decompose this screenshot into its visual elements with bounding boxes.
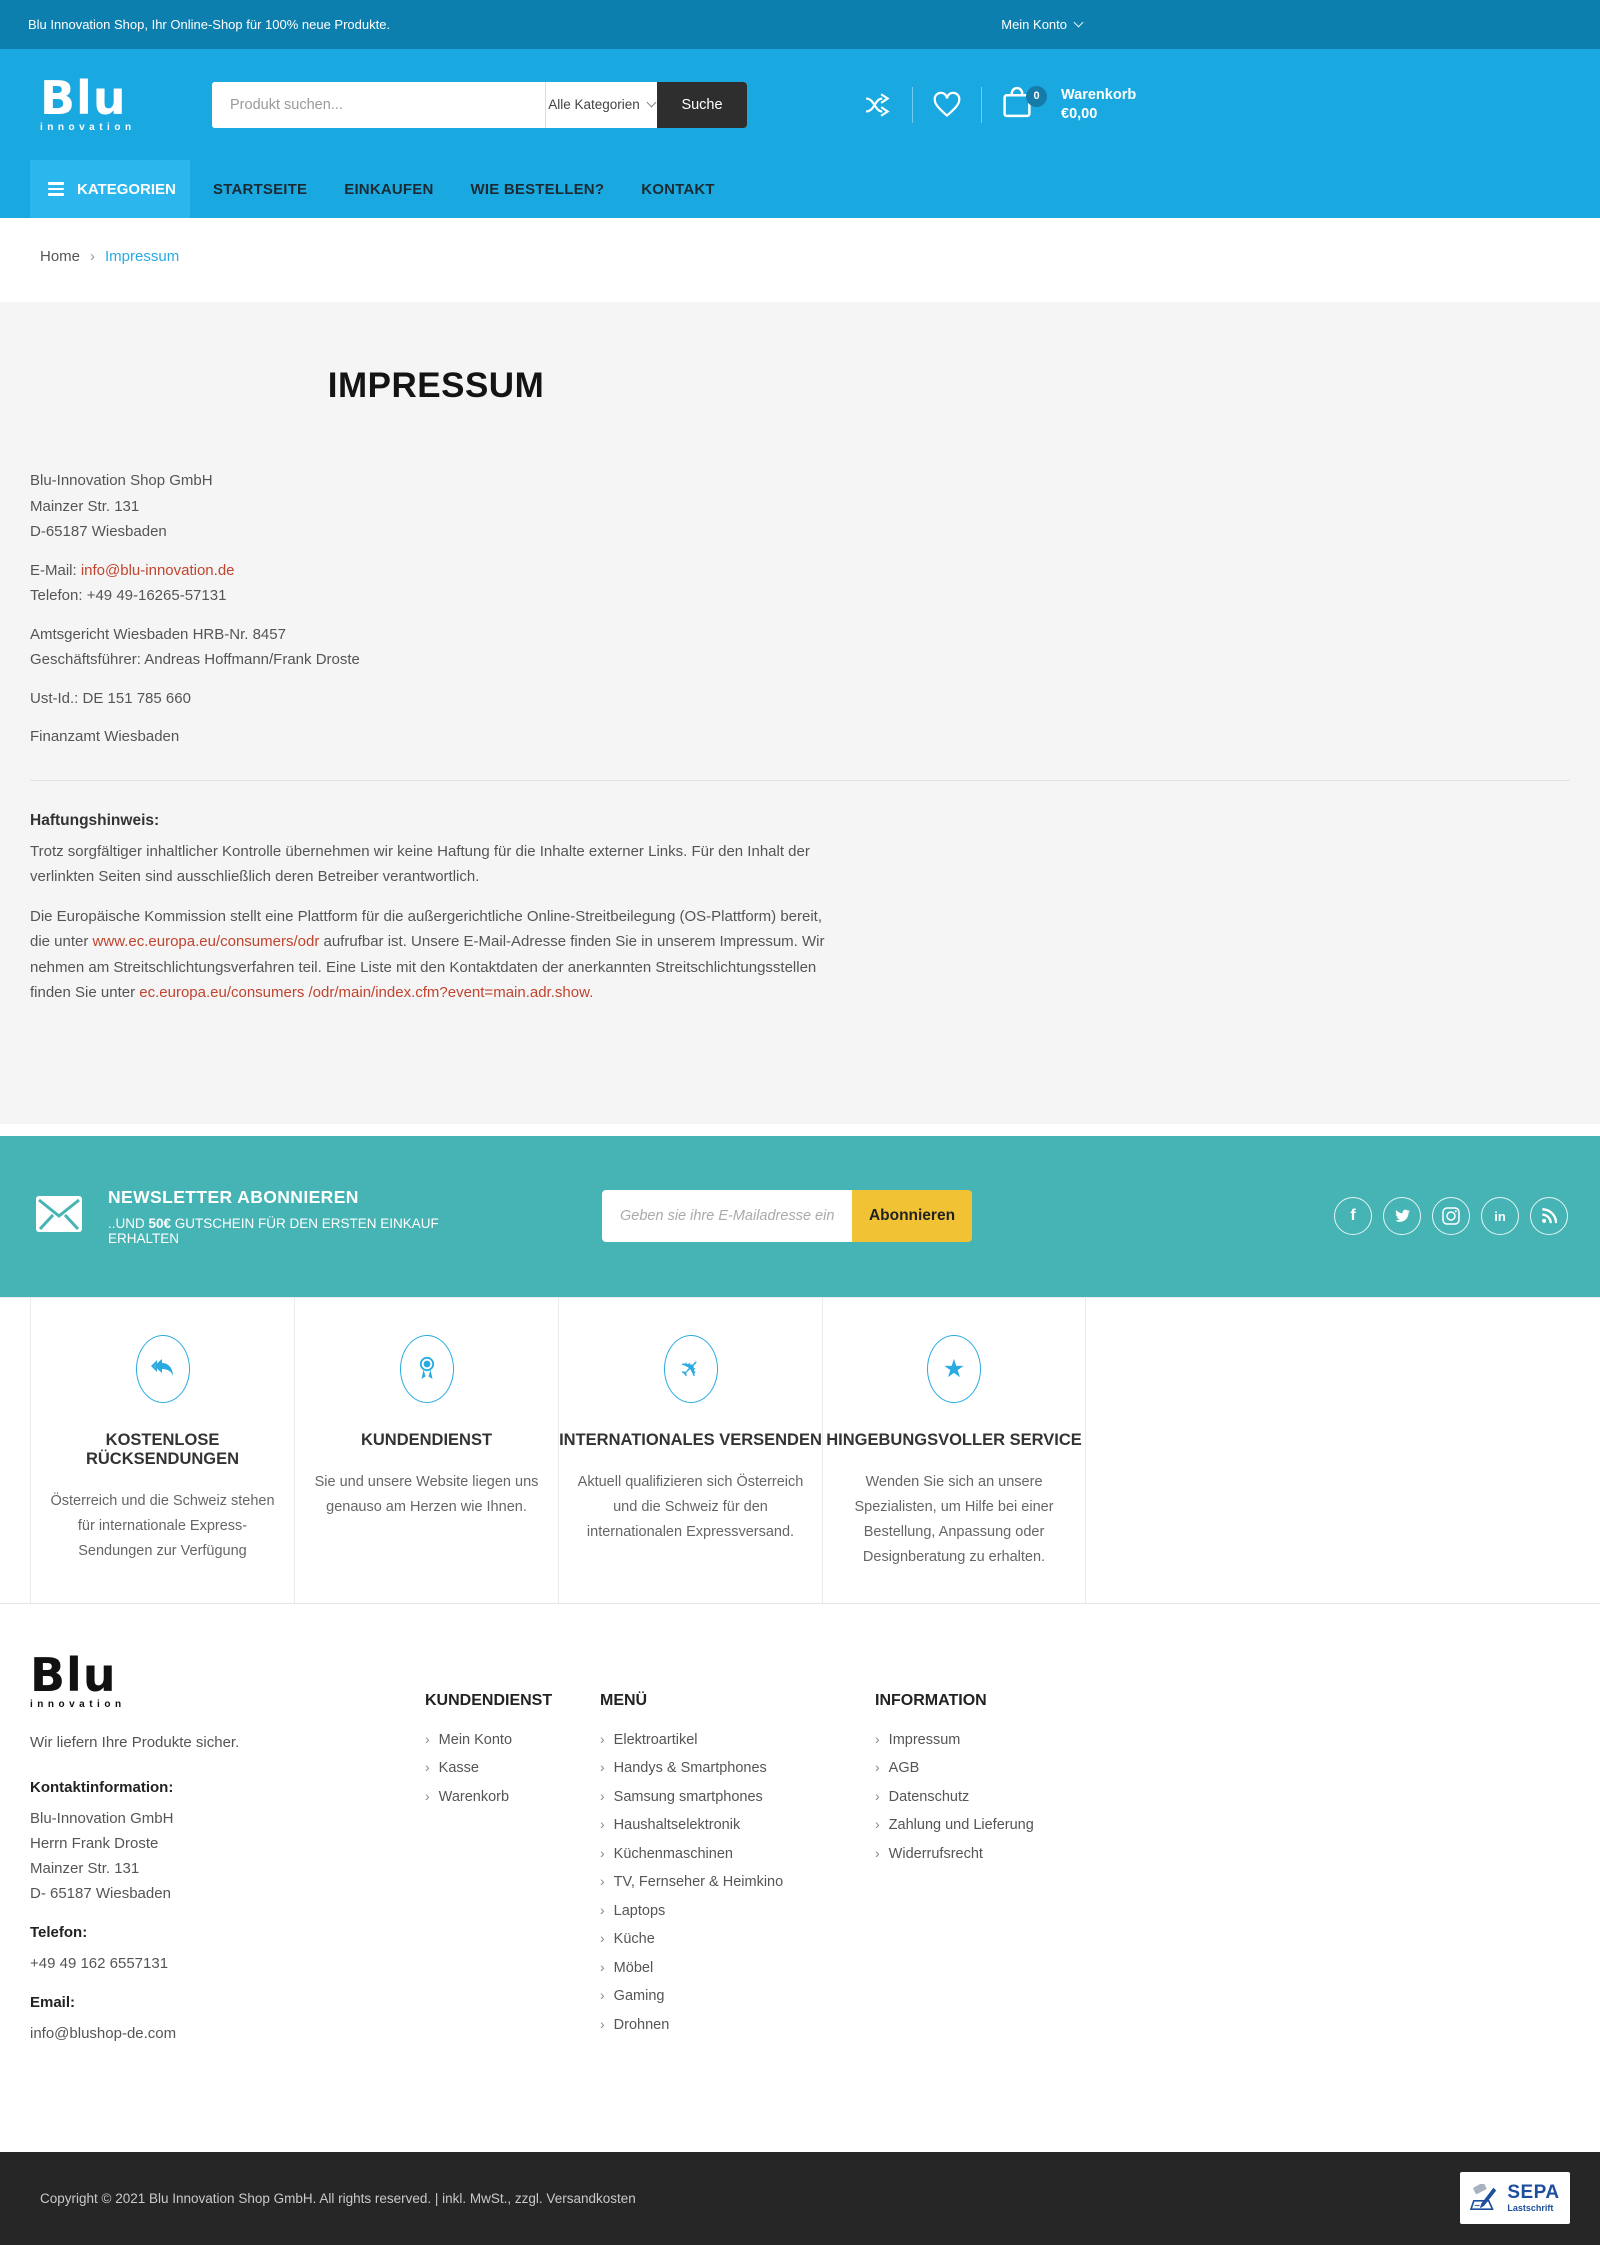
breadcrumb-current: Impressum [105,248,180,265]
categories-menu-button[interactable] [30,160,190,218]
cart-bag-icon[interactable] [1001,86,1040,124]
site-tagline: Blu Innovation Shop, Ihr Online-Shop für 100% neue Produkte. [28,17,391,32]
shop-logo[interactable] [40,70,158,133]
nav-item-startseite[interactable]: STARTSEITE [213,180,308,198]
contact-address: Blu-Innovation GmbH Herrn Frank Droste Mainzer Str. 131 D- 65187 Wiesbaden [30,1809,174,1902]
feature-title: KOSTENLOSE RÜCKSENDUNGEN [85,1430,240,1468]
footer-heading-menu: MENÜ [600,1691,648,1709]
cart-amount: €0,00 [1061,105,1098,122]
logo-subtext: innovation [30,1698,126,1710]
footer-link-kueche[interactable]: › Küche [600,1930,875,1947]
sepa-subtitle: Lastschrift [1507,2203,1554,2213]
email-label: Email: [30,1993,76,2011]
wishlist-heart-icon[interactable] [932,91,962,118]
newsletter-section [0,1136,1600,1297]
feature-title: INTERNATIONALES VERSENDEN [559,1430,822,1449]
footer-link-gaming[interactable]: › Gaming [600,1987,875,2004]
footer-link-warenkorb[interactable]: › Warenkorb [425,1788,600,1805]
reply-arrows-icon [136,1335,190,1403]
footer-link-zahlung-lieferung[interactable]: › Zahlung und Lieferung [875,1816,1150,1833]
breadcrumb-separator: › [90,248,96,265]
company-address: Blu-Innovation Shop GmbH Mainzer Str. 131 D-65187 Wiesbaden [30,472,213,540]
categories-label: KATEGORIEN [77,180,176,198]
top-bar [0,0,1600,49]
nav-item-einkaufen[interactable]: EINKAUFEN [344,180,434,198]
email-link[interactable]: info@blu-innovation.de [80,561,235,579]
footer-link-elektroartikel[interactable]: › Elektroartikel [600,1731,875,1748]
footer-link-handys[interactable]: › Handys & Smartphones [600,1759,875,1776]
footer-link-mein-konto[interactable]: › Mein Konto [425,1731,600,1748]
feature-text: Sie und unsere Website liegen uns genauso am Herzen wie Ihnen. [314,1473,539,1515]
page-title: IMPRESSUM [327,366,545,405]
footer-heading-information: INFORMATION [875,1691,987,1709]
subscribe-button[interactable]: Abonnieren [852,1190,972,1242]
nav-item-wie-bestellen[interactable]: WIE BESTELLEN? [470,180,605,198]
features-section [0,1297,1600,1604]
footer-link-laptops[interactable]: › Laptops [600,1902,875,1919]
feature-title: KUNDENDIENST [360,1430,493,1449]
feature-dedicated-service [822,1298,1086,1603]
logo-subtext: innovation [40,121,136,133]
impressum-section [0,302,1600,1124]
adr-list-link[interactable]: ec.europa.eu/consumers /odr/main/index.cfm?event=main.adr.show. [139,984,594,1001]
chevron-down-icon [646,98,656,108]
footer-link-tv-heimkino[interactable]: › TV, Fernseher & Heimkino [600,1873,875,1890]
linkedin-icon[interactable]: in [1481,1197,1519,1235]
sepa-lastschrift-badge [1460,2172,1570,2224]
rss-icon[interactable] [1530,1197,1568,1235]
footer-link-samsung[interactable]: › Samsung smartphones [600,1788,875,1805]
feature-text: Österreich und die Schweiz stehen für internationale Express-Sendungen zur Verfügung [50,1492,275,1559]
star-icon: ★ [927,1335,981,1403]
account-menu-label: Mein Konto [1001,17,1067,32]
footer-logo[interactable] [30,1647,148,1710]
search-bar [212,82,747,128]
vat-line: Ust-Id.: DE 151 785 660 [30,689,191,707]
phone-label: Telefon: [30,1923,88,1941]
cart-label: Warenkorb [1061,86,1137,103]
footer-link-kasse[interactable]: › Kasse [425,1759,600,1776]
feature-title: HINGEBUNGSVOLLER SERVICE [826,1430,1082,1449]
footer-link-widerrufsrecht[interactable]: › Widerrufsrecht [875,1845,1150,1862]
cart-count-badge: 0 [1026,86,1047,107]
footer [0,1604,1600,2152]
divider [981,87,982,123]
footer-link-kuechenmaschinen[interactable]: › Küchenmaschinen [600,1845,875,1862]
os-platform-text: Die Europäische Kommission stellt eine Plattform für die außergerichtliche Online-Streitbeilegung (OS-Plattform) bereit, die unter www.ec.europa.eu/consumers/odr aufrufbar ist. Unsere E-Mail-Adresse finden Sie in unserem Impressum. Wir nehmen am Streitschlichtungsverfahren teil. Eine Liste mit den Kontaktdaten der anerkannten Streitschlichtungsstellen finden Sie unter ec.europa.eu/consumers /odr/main/index.cfm?event=main.adr.show. [30,907,825,1001]
airplane-icon: ✈ [664,1335,718,1403]
newsletter-subtitle: ..UND 50€ GUTSCHEIN FÜR DEN ERSTEN EINKAUF ERHALTEN [108,1215,439,1246]
instagram-icon[interactable] [1432,1197,1470,1235]
footer-link-agb[interactable]: › AGB [875,1759,1150,1776]
footer-link-datenschutz[interactable]: › Datenschutz [875,1788,1150,1805]
footer-link-moebel[interactable]: › Möbel [600,1959,875,1976]
category-dropdown-label: Alle Kategorien [548,97,640,112]
compare-shuffle-icon[interactable] [865,93,893,117]
footer-link-impressum[interactable]: › Impressum [875,1731,1150,1748]
feature-free-returns [30,1298,294,1603]
contact-lines: E-Mail: info@blu-innovation.de Telefon: +49 49-16265-57131 [30,561,235,604]
cart-summary[interactable] [1061,86,1136,124]
sepa-pen-icon [1470,2184,1500,2212]
nav-item-kontakt[interactable]: KONTAKT [641,180,715,198]
feature-international-shipping [558,1298,822,1603]
award-medal-icon [400,1335,454,1403]
email-address: info@blushop-de.com [30,2024,177,2042]
twitter-icon[interactable] [1383,1197,1421,1235]
hamburger-icon [48,182,64,196]
logo-text: Blu [40,70,127,125]
footer-link-haushaltselektronik[interactable]: › Haushaltselektronik [600,1816,875,1833]
phone-number: +49 49 162 6557131 [30,1954,169,1972]
divider [912,87,913,123]
search-input[interactable] [212,82,545,128]
chevron-down-icon [1074,18,1084,28]
newsletter-email-input[interactable] [602,1190,852,1242]
account-menu[interactable] [1001,17,1082,32]
feature-customer-service [294,1298,558,1603]
breadcrumb [0,218,1600,302]
main-header [0,49,1600,160]
facebook-icon[interactable]: f [1334,1197,1372,1235]
liability-text: Trotz sorgfältiger inhaltlicher Kontrolle übernehmen wir keine Haftung für die Inhalte externer Links. Für den Inhalt der verlinkten Seiten sind ausschließlich deren Betreiber verantwortlich. [30,842,810,885]
liability-heading: Haftungshinweis: [30,811,160,829]
footer-tagline: Wir liefern Ihre Produkte sicher. [30,1733,240,1751]
contact-heading: Kontaktinformation: [30,1778,174,1796]
bottom-bar [0,2152,1600,2245]
feature-text: Aktuell qualifizieren sich Österreich und die Schweiz für den internationalen Expressversand. [577,1473,804,1540]
main-nav [0,160,1600,218]
search-button[interactable]: Suche [657,82,747,128]
register-lines: Amtsgericht Wiesbaden HRB-Nr. 8457 Geschäftsführer: Andreas Hoffmann/Frank Droste [30,625,360,668]
os-platform-link[interactable]: www.ec.europa.eu/consumers/odr [92,933,320,950]
copyright-text: Copyright © 2021 Blu Innovation Shop GmbH. All rights reserved. | inkl. MwSt., zzgl. Versandkosten [40,2190,636,2206]
breadcrumb-home[interactable]: Home [40,248,81,265]
newsletter-title: NEWSLETTER ABONNIEREN [108,1186,359,1207]
tax-office-line: Finanzamt Wiesbaden [30,728,180,745]
sepa-title: SEPA [1507,2182,1560,2203]
footer-link-drohnen[interactable]: › Drohnen [600,2016,875,2033]
envelope-icon [36,1196,82,1237]
logo-text: Blu [30,1647,117,1702]
feature-text: Wenden Sie sich an unsere Spezialisten, um Hilfe bei einer Bestellung, Anpassung oder Designberatung zu erhalten. [854,1473,1054,1565]
category-dropdown[interactable] [545,82,657,128]
footer-heading-kundendienst: KUNDENDIENST [425,1691,553,1709]
